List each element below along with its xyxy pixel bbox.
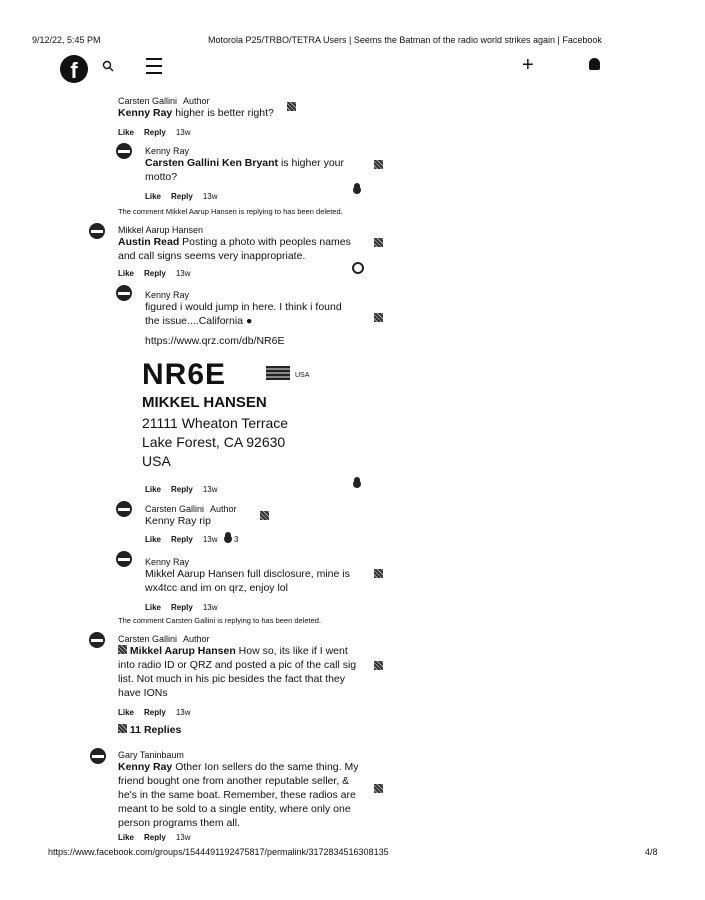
reply-button[interactable]: Reply xyxy=(144,708,166,717)
author-badge: Author xyxy=(210,504,237,514)
attachment-thumbnail xyxy=(374,313,383,322)
avatar[interactable] xyxy=(116,501,132,517)
reply-button[interactable]: Reply xyxy=(171,192,193,201)
comment-author[interactable]: Gary Taninbaum xyxy=(118,750,184,760)
comment: Mikkel Aarup Hansen Austin Read Posting a photo with peoples names and call signs seems very inappropriate. Like Reply 13w xyxy=(118,225,351,278)
comment-text: Mikkel Aarup Hansen How so, its like if I went xyxy=(118,644,356,658)
like-button[interactable]: Like xyxy=(118,708,135,717)
facebook-logo-icon[interactable]: f xyxy=(60,55,88,83)
reaction-icon xyxy=(353,480,361,488)
reply-button[interactable]: Reply xyxy=(171,603,193,612)
attachment-thumbnail xyxy=(374,784,383,793)
avatar[interactable] xyxy=(89,223,105,239)
timestamp: 13w xyxy=(202,603,218,612)
reaction-icon xyxy=(353,186,361,194)
attachment-thumbnail xyxy=(374,569,383,578)
comment-author[interactable]: Kenny Ray xyxy=(145,146,190,156)
like-button[interactable]: Like xyxy=(118,269,135,278)
reply-button[interactable]: Reply xyxy=(171,485,193,494)
address-line-1: 21111 Wheaton Terrace xyxy=(142,415,289,431)
reply-button[interactable]: Reply xyxy=(144,833,166,841)
qrz-card-image[interactable] xyxy=(142,358,342,473)
avatar[interactable] xyxy=(90,748,106,764)
attachment-thumbnail xyxy=(260,511,269,520)
view-replies-button[interactable]: 11 Replies xyxy=(118,723,356,737)
timestamp: 13w xyxy=(175,128,191,137)
like-button[interactable]: Like xyxy=(145,603,162,612)
reply-button[interactable]: Reply xyxy=(144,128,166,137)
print-title: Motorola P25/TRBO/TETRA Users | Seems the Batman of the radio world strikes again | Facebook xyxy=(208,35,602,45)
comment-text: Kenny Ray higher is better right? xyxy=(118,107,274,119)
flag-label: USA xyxy=(295,372,310,379)
reaction-icon xyxy=(224,535,232,543)
like-button[interactable]: Like xyxy=(145,535,162,544)
comment-author[interactable]: Kenny Ray xyxy=(145,290,190,300)
attachment-thumbnail xyxy=(374,238,383,247)
avatar[interactable] xyxy=(116,551,132,567)
timestamp: 13w xyxy=(202,535,218,544)
comment: Kenny Ray figured i would jump in here. I think i found the issue....California ● https://www.qrz.com/db/NR6E xyxy=(145,290,342,347)
comment xyxy=(145,504,238,544)
comment-author[interactable]: Carsten Gallini xyxy=(145,504,205,514)
comment-text: Austin Read Posting a photo with peoples names xyxy=(118,236,351,248)
comment: Gary Taninbaum Kenny Ray Other Ion sellers do the same thing. My friend bought one from another reputable seller, & he's in the same boat. Remember, these radios are meant to be sold to a single entity, where only one person programs them all. xyxy=(118,750,359,829)
reply-arrow-icon xyxy=(118,724,127,733)
timestamp: 13w xyxy=(175,833,191,841)
emoji-icon: ● xyxy=(245,315,253,327)
comment-author[interactable]: Mikkel Aarup Hansen xyxy=(118,225,204,235)
mention[interactable]: Mikkel Aarup Hansen xyxy=(129,645,236,657)
reaction-count[interactable]: 3 xyxy=(233,535,239,544)
like-button[interactable]: Like xyxy=(118,833,135,841)
timestamp: 13w xyxy=(202,485,218,494)
attachment-thumbnail xyxy=(118,645,127,654)
print-footer-url: https://www.facebook.com/groups/1544491192475817/permalink/3172834516308135 xyxy=(48,847,389,857)
reaction-icon xyxy=(352,262,364,274)
attachment-thumbnail xyxy=(374,160,383,169)
like-button[interactable]: Like xyxy=(145,485,162,494)
avatar[interactable] xyxy=(116,285,132,301)
like-button[interactable]: Like xyxy=(118,128,135,137)
comment-text: Kenny Ray rip xyxy=(145,515,211,527)
address-line-2: Lake Forest, CA 92630 xyxy=(142,434,286,450)
avatar[interactable] xyxy=(116,143,132,159)
comment: Kenny Ray Carsten Gallini Ken Bryant is higher your motto? Like Reply 13w xyxy=(145,146,344,201)
address-country: USA xyxy=(142,453,171,469)
reply-button[interactable]: Reply xyxy=(171,535,193,544)
like-button[interactable]: Like xyxy=(145,192,162,201)
timestamp: 13w xyxy=(175,269,191,278)
mention[interactable]: Kenny Ray xyxy=(118,107,173,119)
timestamp: 13w xyxy=(202,192,218,201)
callsign: NR6E xyxy=(142,358,227,391)
print-datetime: 9/12/22, 5:45 PM xyxy=(32,35,101,45)
menu-icon[interactable] xyxy=(146,58,162,79)
attachment-thumbnail xyxy=(374,661,383,670)
avatar[interactable] xyxy=(89,632,105,648)
comment-author[interactable]: Carsten Gallini xyxy=(118,634,178,644)
deleted-comment-note: The comment Mikkel Aarup Hansen is replying to has been deleted. xyxy=(118,207,343,216)
license-name: MIKKEL HANSEN xyxy=(142,394,267,411)
mention[interactable]: Kenny Ray xyxy=(118,761,173,773)
comment-text: Carsten Gallini Ken Bryant is higher your xyxy=(145,157,344,169)
attachment-thumbnail xyxy=(287,102,296,111)
author-badge: Author xyxy=(183,96,210,106)
us-flag-icon xyxy=(266,366,290,380)
comment: Carsten Gallini Author Mikkel Aarup Hansen How so, its like if I went into radio ID or QRZ and posted a pic of the call sig list. Not much in his pic besides the fact that they have IONs Like Reply 13w 11 Replies xyxy=(118,634,357,736)
comment-author[interactable]: Carsten Gallini xyxy=(118,96,178,106)
mention[interactable]: Carsten Gallini Ken Bryant xyxy=(145,157,279,169)
qrz-link[interactable]: https://www.qrz.com/db/NR6E xyxy=(145,335,285,347)
comment-author[interactable]: Kenny Ray xyxy=(145,557,190,567)
deleted-comment-note: The comment Carsten Gallini is replying to has been deleted. xyxy=(118,616,322,625)
comment-text: Kenny Ray Other Ion sellers do the same thing. My xyxy=(118,761,359,773)
bell-icon[interactable] xyxy=(589,58,600,70)
author-badge: Author xyxy=(183,634,210,644)
page-number: 4/8 xyxy=(645,847,658,857)
comment: Kenny Ray Mikkel Aarup Hansen full disclosure, mine is wx4tcc and im on qrz, enjoy lol Like Reply 13w xyxy=(145,557,350,612)
timestamp: 13w xyxy=(175,708,191,717)
comment xyxy=(118,96,274,137)
search-icon[interactable] xyxy=(102,60,114,75)
plus-icon[interactable]: + xyxy=(522,54,534,76)
reply-button[interactable]: Reply xyxy=(144,269,166,278)
mention[interactable]: Austin Read xyxy=(118,236,180,248)
